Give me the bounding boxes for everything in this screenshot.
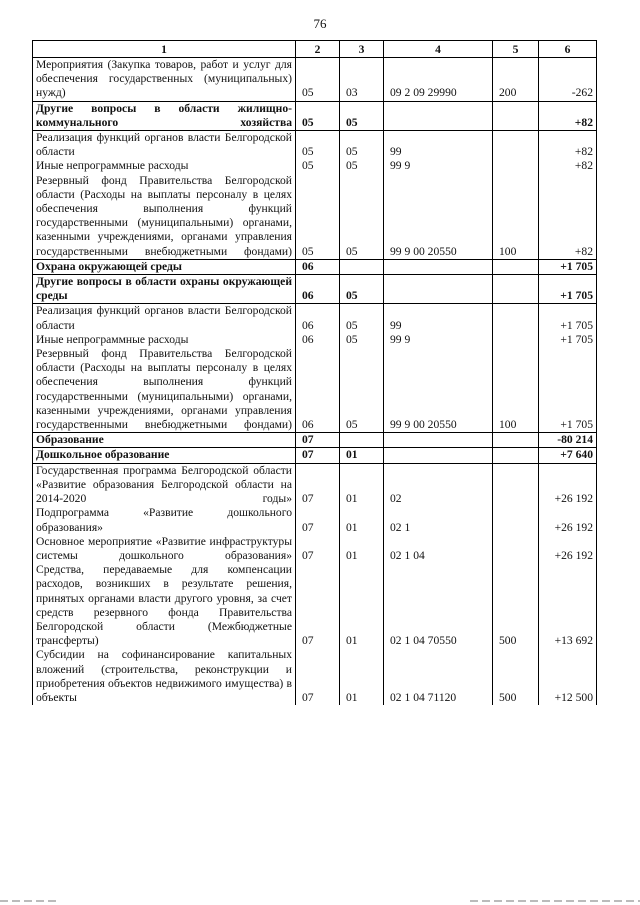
row-amount: +26 192 [539,506,597,534]
table-row [33,304,597,333]
row-description: Охрана окружающей среды [33,259,296,274]
row-subsection: 05 [340,101,384,130]
row-subsection: 05 [340,275,384,304]
row-section: 07 [296,506,340,534]
row-amount: +82 [539,159,597,173]
row-description: Реализация функций органов власти Белгородской области [33,304,296,333]
row-target-article [384,259,493,274]
col-header-1: 1 [33,41,296,58]
table-row [33,131,597,160]
row-section: 07 [296,448,340,463]
row-target-article: 02 [384,463,493,506]
row-subsection: 01 [340,506,384,534]
row-description: Образование [33,433,296,448]
row-subsection: 05 [340,347,384,433]
row-target-article: 02 1 04 70550 [384,563,493,648]
row-target-article [384,433,493,448]
row-expense-type [493,101,539,130]
row-description: Субсидии на софинансирование капитальных вложений (строительства, реконструкции и приобретения объектов недвижимого имущества) в объекты [33,648,296,705]
row-description: Другие вопросы в области охраны окружающей среды [33,275,296,304]
row-target-article: 09 2 09 29990 [384,58,493,102]
col-header-2: 2 [296,41,340,58]
table-row [33,101,597,130]
row-description: Иные непрограммные расходы [33,159,296,173]
row-expense-type [493,506,539,534]
row-section: 07 [296,433,340,448]
row-target-article: 99 [384,131,493,160]
row-subsection: 01 [340,648,384,705]
row-section: 06 [296,259,340,274]
table-header-row [33,41,597,58]
row-subsection [340,433,384,448]
row-expense-type [493,304,539,333]
table-row [33,448,597,463]
row-subsection: 05 [340,131,384,160]
row-description: Реализация функций органов власти Белгородской области [33,131,296,160]
row-amount: +12 500 [539,648,597,705]
row-section: 07 [296,463,340,506]
row-target-article: 99 9 [384,159,493,173]
row-subsection: 05 [340,174,384,260]
row-target-article [384,275,493,304]
row-amount: +13 692 [539,563,597,648]
row-target-article: 99 9 00 20550 [384,347,493,433]
table-row [33,535,597,563]
row-expense-type [493,535,539,563]
row-description: Средства, передаваемые для компенсации расходов, возникших в результате решения, принятых органами власти другого уровня, за счет средств резервного фонда Правительства Белгородской области (Межбюджетные трансферты) [33,563,296,648]
row-target-article: 99 9 [384,333,493,347]
row-description: Дошкольное образование [33,448,296,463]
row-section: 05 [296,174,340,260]
row-expense-type: 500 [493,563,539,648]
row-section: 05 [296,131,340,160]
row-amount: +26 192 [539,535,597,563]
scan-edge-marks [0,899,640,903]
row-section: 07 [296,648,340,705]
table-row [33,648,597,705]
row-expense-type: 200 [493,58,539,102]
row-expense-type: 500 [493,648,539,705]
row-expense-type: 100 [493,347,539,433]
table-row [33,174,597,260]
row-amount: +1 705 [539,259,597,274]
row-amount: -262 [539,58,597,102]
row-target-article: 99 9 00 20550 [384,174,493,260]
row-section: 05 [296,159,340,173]
table-row [33,58,597,102]
row-section: 05 [296,101,340,130]
row-target-article: 02 1 04 [384,535,493,563]
row-description: Иные непрограммные расходы [33,333,296,347]
row-expense-type [493,275,539,304]
row-expense-type [493,159,539,173]
table-row [33,159,597,173]
row-section: 07 [296,535,340,563]
row-description: Резервный фонд Правительства Белгородской области (Расходы на выплаты персоналу в целях обеспечения выполнения функций государственными (муниципальными) органами, казенными учреждениями, органами управления государственными внебюджетными фондами) [33,174,296,260]
row-subsection: 05 [340,333,384,347]
row-expense-type [493,448,539,463]
table-row [33,333,597,347]
col-header-5: 5 [493,41,539,58]
row-amount: +1 705 [539,304,597,333]
row-section: 06 [296,333,340,347]
row-amount: +82 [539,131,597,160]
col-header-3: 3 [340,41,384,58]
row-description: Мероприятия (Закупка товаров, работ и услуг для обеспечения государственных (муниципальных) нужд) [33,58,296,102]
row-amount: +26 192 [539,463,597,506]
row-section: 06 [296,304,340,333]
row-description: Государственная программа Белгородской области «Развитие образования Белгородской области на 2014-2020 годы» [33,463,296,506]
row-target-article: 02 1 04 71120 [384,648,493,705]
row-amount: +7 640 [539,448,597,463]
row-section: 07 [296,563,340,648]
row-target-article [384,101,493,130]
row-subsection: 01 [340,463,384,506]
row-section: 06 [296,275,340,304]
row-description: Резервный фонд Правительства Белгородской области (Расходы на выплаты персоналу в целях обеспечения выполнения функций государственными (муниципальными) органами, казенными учреждениями, органами управления государственными внебюджетными фондами) [33,347,296,433]
row-amount: +1 705 [539,275,597,304]
row-description: Основное мероприятие «Развитие инфраструктуры системы дошкольного образования» [33,535,296,563]
row-subsection: 01 [340,535,384,563]
row-expense-type [493,259,539,274]
row-target-article [384,448,493,463]
row-subsection: 03 [340,58,384,102]
col-header-4: 4 [384,41,493,58]
row-amount: +1 705 [539,347,597,433]
row-target-article: 99 [384,304,493,333]
table-row [33,563,597,648]
col-header-6: 6 [539,41,597,58]
table-row [33,433,597,448]
row-subsection: 01 [340,563,384,648]
table-row [33,259,597,274]
row-amount: -80 214 [539,433,597,448]
row-expense-type: 100 [493,174,539,260]
row-amount: +82 [539,101,597,130]
row-amount: +1 705 [539,333,597,347]
row-expense-type [493,463,539,506]
row-subsection: 05 [340,159,384,173]
row-subsection [340,259,384,274]
row-section: 05 [296,58,340,102]
table-row [33,347,597,433]
page-number: 76 [313,16,327,31]
row-subsection: 01 [340,448,384,463]
row-expense-type [493,333,539,347]
table-row [33,275,597,304]
row-amount: +82 [539,174,597,260]
row-description: Другие вопросы в области жилищно-коммунального хозяйства [33,101,296,130]
row-description: Подпрограмма «Развитие дошкольного образования» [33,506,296,534]
row-expense-type [493,433,539,448]
budget-table [32,40,597,705]
row-subsection: 05 [340,304,384,333]
row-target-article: 02 1 [384,506,493,534]
table-row [33,463,597,506]
row-section: 06 [296,347,340,433]
table-row [33,506,597,534]
row-expense-type [493,131,539,160]
